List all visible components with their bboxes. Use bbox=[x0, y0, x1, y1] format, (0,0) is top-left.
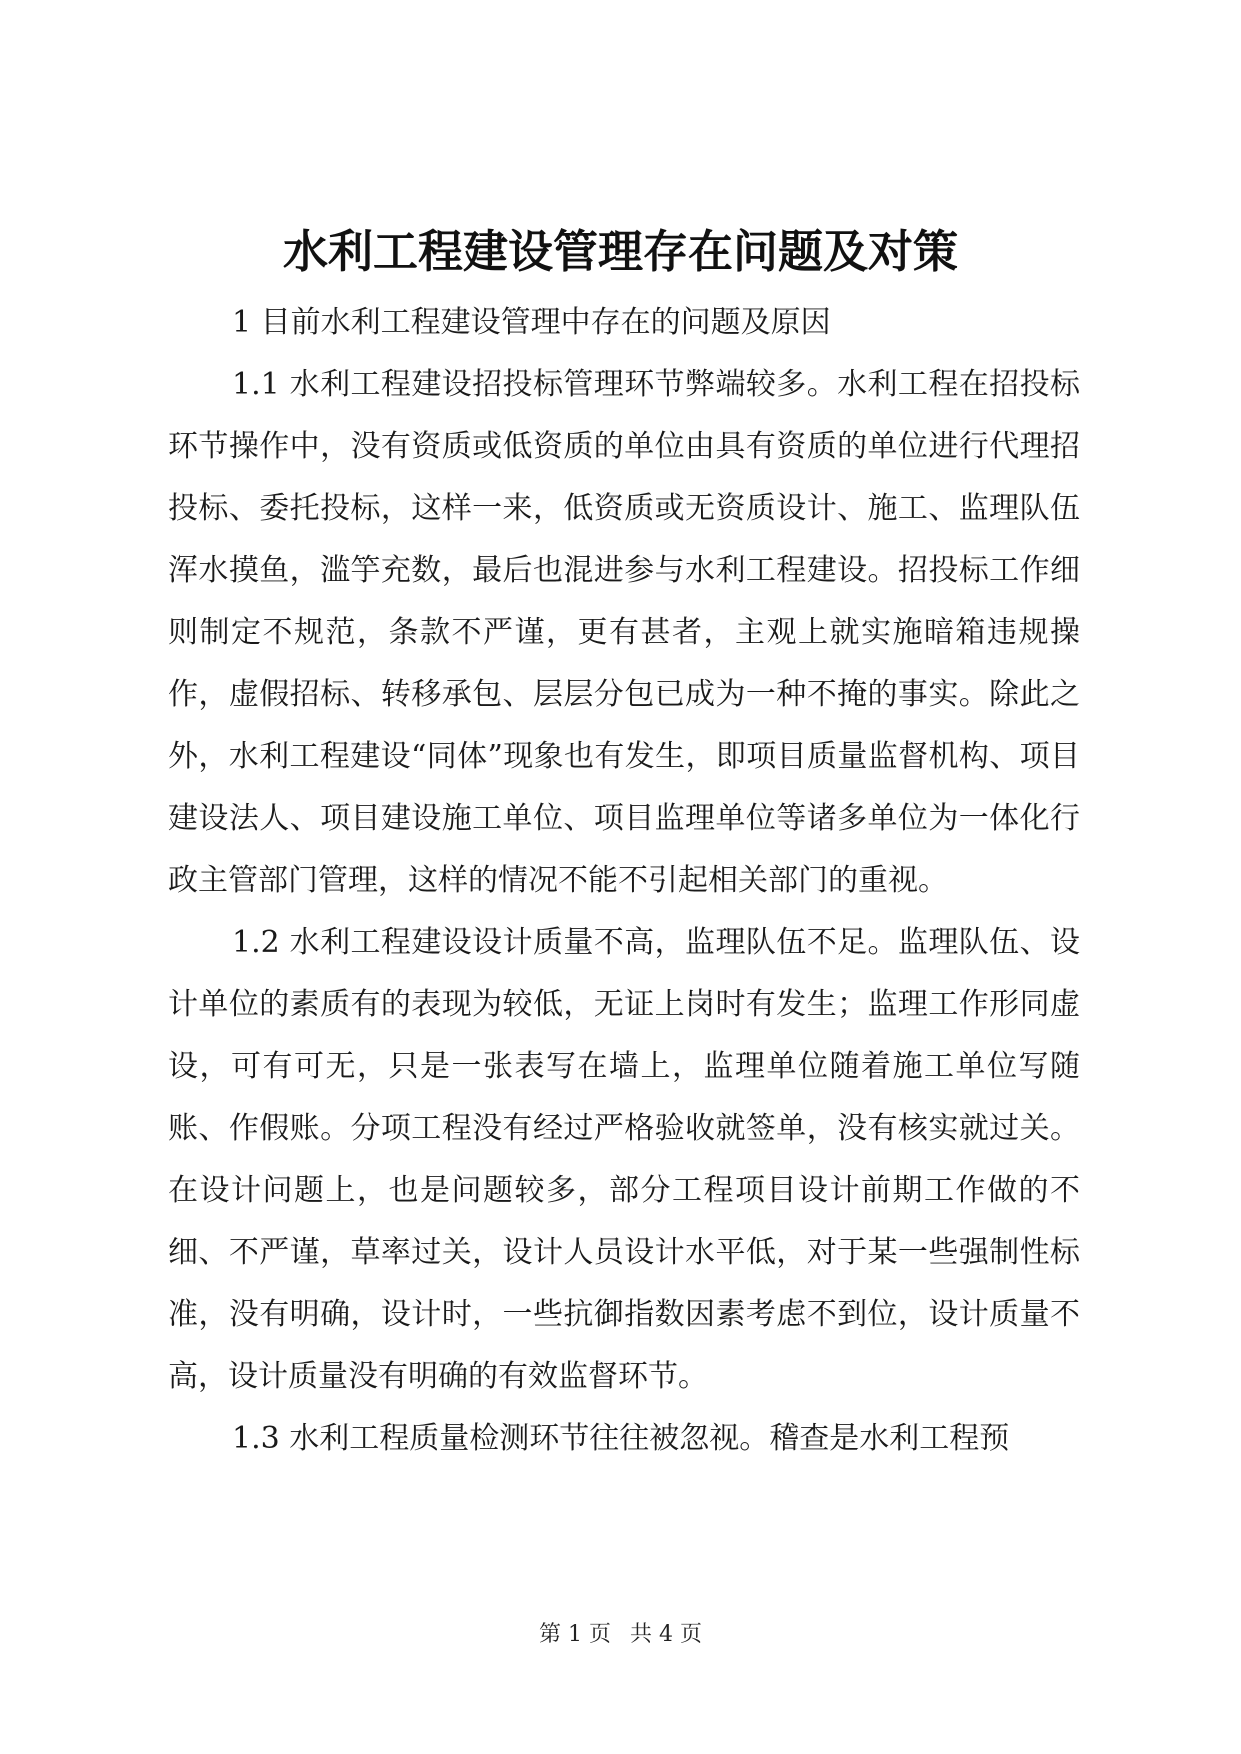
paragraph: 1.1 水利工程建设招投标管理环节弊端较多。水利工程在招投标环节操作中，没有资质或低资质的单位由具有资质的单位进行代理招投标、委托投标，这样一来，低资质或无资质设计、施工、监理队伍浑水摸鱼，滥竽充数，最后也混进参与水利工程建设。招投标工作细则制定不规范，条款不严谨，更有甚者，主观上就实施暗箱违规操作，虚假招标、转移承包、层层分包已成为一种不掩的事实。除此之外，水利工程建设“同体”现象也有发生，即项目质量监督机构、项目建设法人、项目建设施工单位、项目监理单位等诸多单位为一体化行政主管部门管理，这样的情况不能不引起相关部门的重视。 bbox=[168, 367, 1080, 898]
page-number: 第 1 页 bbox=[539, 1622, 611, 1647]
page-total: 共 4 页 bbox=[630, 1622, 702, 1647]
document-title: 水利工程建设管理存在问题及对策 bbox=[282, 225, 958, 278]
paragraph: 1.3 水利工程质量检测环节往往被忽视。稽查是水利工程预 bbox=[232, 1421, 1010, 1456]
paragraph: 1.2 水利工程建设设计质量不高，监理队伍不足。监理队伍、设计单位的素质有的表现为较低，无证上岗时有发生；监理工作形同虚设，可有可无，只是一张表写在墙上，监理单位随着施工单位写随账、作假账。分项工程没有经过严格验收就签单，没有核实就过关。在设计问题上，也是问题较多，部分工程项目设计前期工作做的不细、不严谨，草率过关，设计人员设计水平低，对于某一些强制性标准，没有明确，设计时，一些抗御指数因素考虑不到位，设计质量不高，设计质量没有明确的有效监督环节。 bbox=[168, 925, 1080, 1394]
document-body bbox=[168, 292, 1080, 1470]
section-heading: 1 目前水利工程建设管理中存在的问题及原因 bbox=[232, 305, 831, 340]
page-footer bbox=[0, 1620, 1241, 1650]
